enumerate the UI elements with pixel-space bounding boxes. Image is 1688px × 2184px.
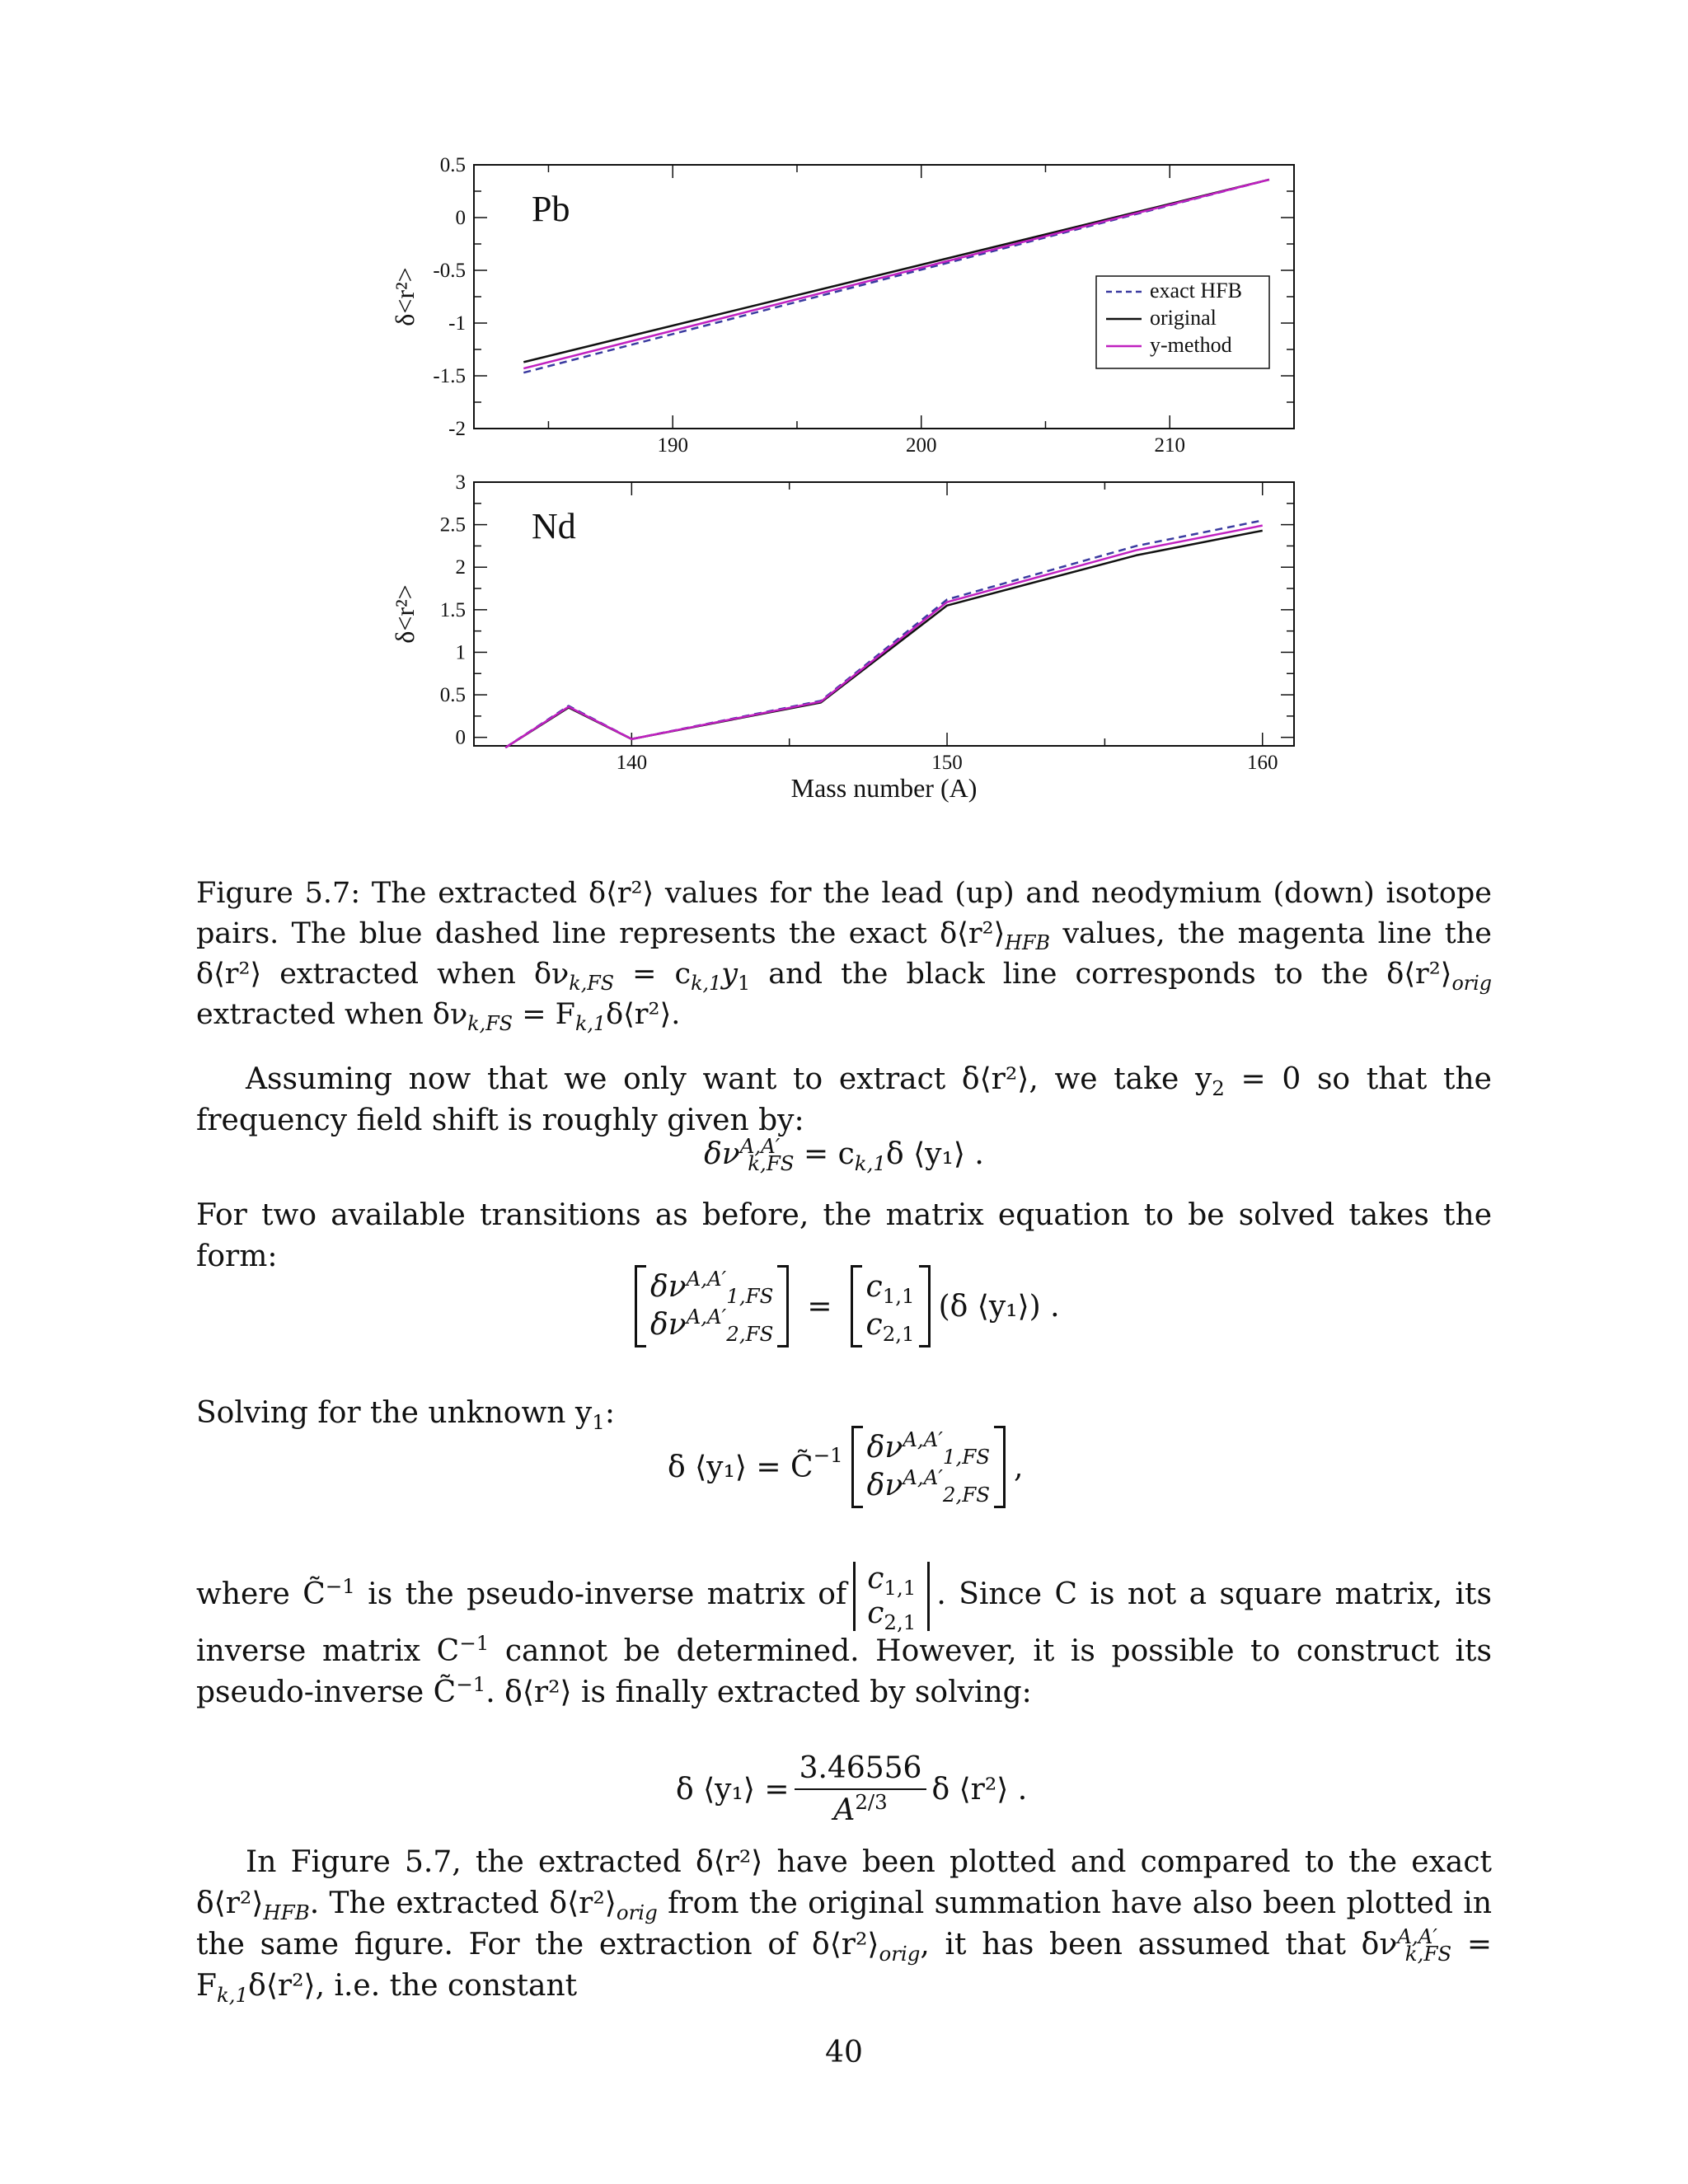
panel-2-y-tick-label: 1: [455, 641, 466, 664]
panel-2-y-tick-label: 3: [455, 471, 466, 494]
caption-label: Figure 5.7:: [196, 877, 361, 910]
equation-field-shift: $\delta\nu^{A,A'}_{k,FS} = c_{k,1}\delta$ ⟨y₁⟩ .: [704, 1134, 984, 1176]
panel-1-x-tick-label: 190: [657, 434, 688, 457]
equation-matrix: $\delta\nu^{A,A'}_{1,FS}$ $\delta\nu^{A,A'}_{2,FS}$ = $c_{1,1}$ $c_{2,1}$ (δ ⟨y₁⟩) .: [626, 1265, 1060, 1347]
panel-1-y-axis-label: δ<r²>: [390, 267, 420, 326]
panel-2-x-tick-label: 150: [931, 752, 963, 774]
paragraph-figure-discussion: In Figure 5.7, the extracted δ⟨r²⟩ have been plotted and compared to the exact $\delta⟨r^2⟩_{HFB}$. The extracted $\delta⟨r^2⟩_{orig}$ from the original summation have also been plotted in the same figure. For the extraction of $\delta⟨r^2⟩_{orig}$, it has been assumed that $\delta\nu^{A,A'}_{k,FS}$ = $F_{k,1}\delta⟨r^2⟩$, i.e. the constant: [196, 1845, 1493, 2008]
figure-5-7: [363, 148, 1335, 808]
panel-1-x-tick-label: 210: [1154, 434, 1185, 457]
panel-2-series-exact-hfb: [505, 520, 1262, 748]
inline-matrix-c: $c_{1,1}$ $c_{2,1}$: [853, 1562, 930, 1631]
legend-entry: y-method: [1150, 333, 1232, 357]
equation-pseudo-inverse: δ ⟨y₁⟩ = C̃ $^{-1}$ $\delta\nu^{A,A'}_{1,FS}$ $\delta\nu^{A,A'}_{2,FS}$ ,: [668, 1427, 1024, 1507]
paragraph-assumption: Assuming now that we only want to extract δ⟨r²⟩, we take $y_2 = 0$ so that the frequency field shift is roughly given by:: [196, 1062, 1492, 1137]
panel-2-y-tick-label: 0.5: [439, 684, 466, 707]
panel-1-panel-label: Pb: [532, 189, 570, 229]
page-number: 40: [825, 2036, 863, 2069]
panel-2-x-axis-label: Mass number (A): [790, 773, 978, 803]
panel-1-x-tick-label: 200: [905, 434, 937, 457]
panel-2-y-tick-label: 1.5: [439, 598, 466, 621]
paragraph-solving: Solving for the unknown $y_1$:: [196, 1396, 615, 1435]
panel-2-y-tick-label: 0: [455, 726, 466, 749]
panel-2-series-y-method: [505, 526, 1262, 748]
panel-2-y-tick-label: 2.5: [439, 513, 466, 537]
chart-svg: [363, 148, 1335, 808]
panel-2-panel-label: Nd: [532, 506, 576, 546]
panel-1-y-tick-label: -0.5: [433, 260, 466, 282]
panel-2-y-tick-label: 2: [455, 556, 466, 579]
figure-caption: Figure 5.7: The extracted δ⟨r²⟩ values for the lead (up) and neodymium (down) isotope pairs. The blue dashed line represents the exact $\delta⟨r^2⟩_{HFB}$ values, the magenta line the δ⟨r²⟩ extracted when $\delta\nu_{k,FS} = c_{k,1}y_1$ and the black line corresponds to the $\delta⟨r^2⟩_{orig}$ extracted when $\delta\nu_{k,FS}$ = $F_{k,1}\delta⟨r^2⟩$.: [196, 877, 1493, 1035]
panel-1-y-tick-label: -1: [448, 312, 466, 335]
paragraph-pseudo-inverse: where C̃$^{-1}$ is the pseudo-inverse matrix of $c_{1,1}$ $c_{2,1}$ . Since C is not a square matrix, its inverse matrix $C^{-1}$ cannot be determined. However, it is possible to construct its pseudo-inverse C̃$^{-1}$. δ⟨r²⟩ is finally extracted by solving:: [196, 1562, 1492, 1709]
equation-final: δ ⟨y₁⟩ = $\frac{3.46556}{A^{2/3}}$ δ ⟨r²⟩ .: [676, 1751, 1028, 1827]
matrix-delta-nu: $\delta\nu^{A,A'}_{1,FS}$ $\delta\nu^{A,A'}_{2,FS}$: [635, 1265, 789, 1347]
paragraph-matrix-intro: For two available transitions as before, the matrix equation to be solved takes the form:: [196, 1198, 1492, 1273]
legend-entry: exact HFB: [1150, 279, 1242, 302]
panel-1-y-tick-label: -2: [448, 418, 466, 440]
fraction: $\frac{3.46556}{A^{2/3}}$: [795, 1751, 927, 1827]
legend-entry: original: [1150, 306, 1217, 330]
panel-1-y-tick-label: 0.5: [439, 154, 466, 176]
panel-2-x-tick-label: 160: [1246, 752, 1278, 774]
panel-2-x-tick-label: 140: [616, 752, 648, 774]
matrix-c: $c_{1,1}$ $c_{2,1}$: [851, 1265, 931, 1347]
panel-2-frame: [474, 482, 1294, 746]
panel-1-y-tick-label: -1.5: [433, 365, 466, 387]
panel-2-series-original: [505, 531, 1262, 748]
panel-2-y-axis-label: δ<r²>: [390, 584, 420, 644]
matrix-delta-nu-2: $\delta\nu^{A,A'}_{1,FS}$ $\delta\nu^{A,A'}_{2,FS}$: [851, 1426, 1006, 1508]
panel-1-y-tick-label: 0: [455, 207, 466, 229]
